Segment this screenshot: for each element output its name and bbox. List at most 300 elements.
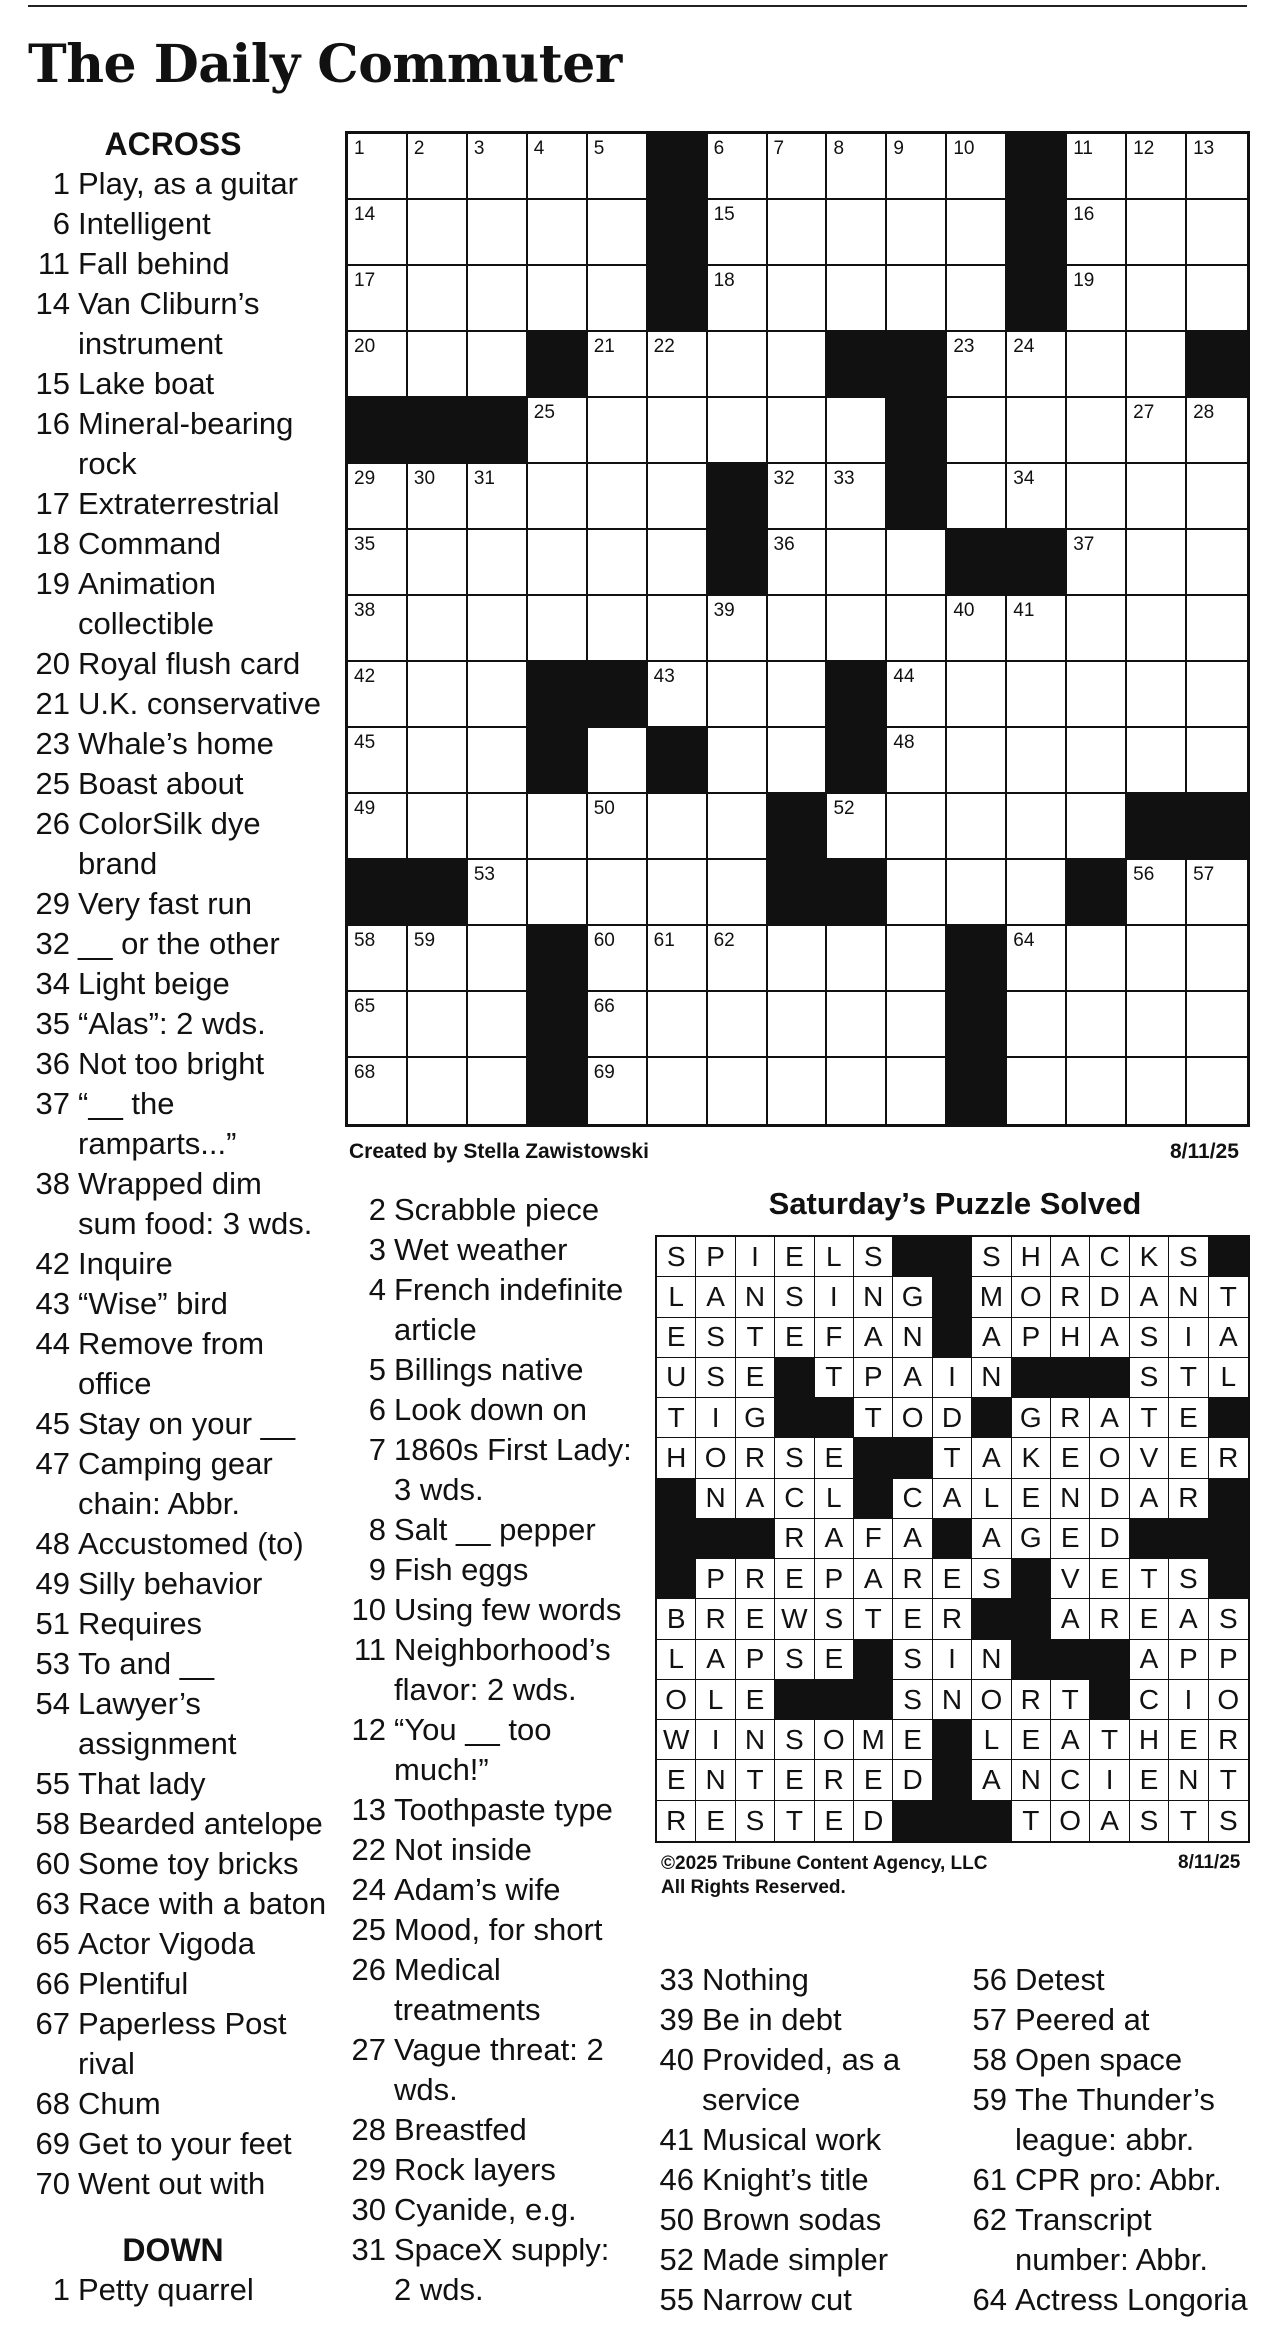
grid-cell[interactable]	[1127, 464, 1187, 530]
grid-cell[interactable]	[1067, 596, 1127, 662]
grid-cell[interactable]	[408, 332, 468, 398]
solved-black-square	[815, 1680, 854, 1720]
solved-cell: L	[657, 1640, 696, 1680]
grid-cell[interactable]	[468, 662, 528, 728]
grid-cell[interactable]	[887, 200, 947, 266]
grid-cell[interactable]	[528, 398, 588, 464]
grid-cell[interactable]	[1067, 200, 1127, 266]
grid-cell[interactable]	[827, 398, 887, 464]
grid-cell[interactable]	[588, 398, 648, 464]
clue-text: Extraterrestrial	[78, 486, 280, 521]
solved-cell: E	[657, 1318, 696, 1358]
grid-cell[interactable]	[708, 596, 768, 662]
grid-cell[interactable]	[1187, 596, 1247, 662]
clue-down_col2-9	[350, 1550, 640, 1590]
grid-cell[interactable]	[887, 662, 947, 728]
grid-cell[interactable]	[1187, 860, 1247, 926]
grid-cell[interactable]	[588, 134, 648, 200]
grid-cell[interactable]	[648, 860, 708, 926]
grid-cell[interactable]	[887, 596, 947, 662]
grid-cell[interactable]	[408, 596, 468, 662]
grid-cell[interactable]	[1007, 860, 1067, 926]
grid-cell[interactable]	[768, 596, 828, 662]
grid-cell[interactable]	[528, 596, 588, 662]
clue-number	[350, 2270, 394, 2310]
down-clues-col1	[28, 2230, 328, 2310]
grid-cell[interactable]	[947, 464, 1007, 530]
black-square	[827, 332, 887, 398]
grid-cell[interactable]	[648, 530, 708, 596]
grid-cell[interactable]	[468, 332, 528, 398]
grid-cell[interactable]	[588, 332, 648, 398]
solved-black-square	[933, 1760, 972, 1800]
grid-cell[interactable]	[1187, 398, 1247, 464]
solved-cell: I	[933, 1358, 972, 1398]
grid-cell[interactable]	[348, 464, 408, 530]
grid-cell[interactable]	[1127, 860, 1187, 926]
grid-cell[interactable]	[1067, 1058, 1127, 1124]
clue-number: 23	[35, 726, 70, 761]
grid-cell[interactable]	[947, 662, 1007, 728]
grid-cell[interactable]	[768, 200, 828, 266]
grid-cell[interactable]	[588, 926, 648, 992]
solved-cell: R	[736, 1438, 775, 1478]
grid-cell[interactable]	[768, 662, 828, 728]
clue-across-25	[28, 764, 328, 804]
clue-text: rock	[78, 446, 137, 481]
grid-cell[interactable]	[468, 926, 528, 992]
grid-cell[interactable]	[708, 992, 768, 1058]
grid-cell[interactable]	[708, 662, 768, 728]
solved-black-square	[1209, 1479, 1248, 1519]
solved-black-square	[933, 1801, 972, 1841]
black-square	[588, 662, 648, 728]
grid-cell[interactable]	[648, 992, 708, 1058]
solved-cell: N	[933, 1680, 972, 1720]
grid-cell[interactable]	[887, 992, 947, 1058]
grid-cell[interactable]	[827, 794, 887, 860]
black-square	[887, 398, 947, 464]
grid-cell[interactable]	[887, 266, 947, 332]
grid-cell[interactable]	[1187, 926, 1247, 992]
grid-cell[interactable]	[768, 398, 828, 464]
grid-cell[interactable]	[1067, 398, 1127, 464]
solved-cell: L	[815, 1479, 854, 1519]
black-square	[887, 464, 947, 530]
grid-cell[interactable]	[1127, 1058, 1187, 1124]
grid-cell[interactable]	[708, 926, 768, 992]
solved-cell: S	[696, 1358, 735, 1398]
solved-cell: A	[972, 1318, 1011, 1358]
grid-cell[interactable]	[1007, 464, 1067, 530]
grid-cell[interactable]	[348, 662, 408, 728]
grid-cell[interactable]	[768, 992, 828, 1058]
grid-cell[interactable]	[528, 200, 588, 266]
cell-number: 9	[893, 138, 904, 159]
grid-cell[interactable]	[528, 266, 588, 332]
grid-cell[interactable]	[588, 266, 648, 332]
solved-cell: F	[854, 1519, 893, 1559]
grid-cell[interactable]	[648, 332, 708, 398]
cell-number: 38	[354, 600, 376, 621]
grid-cell[interactable]	[468, 1058, 528, 1124]
solved-black-square	[854, 1640, 893, 1680]
grid-cell[interactable]	[468, 596, 528, 662]
grid-cell[interactable]	[588, 992, 648, 1058]
grid-cell[interactable]	[1007, 926, 1067, 992]
grid-cell[interactable]	[768, 926, 828, 992]
clue-down_col4-61	[965, 2160, 1255, 2200]
grid-cell[interactable]	[947, 860, 1007, 926]
solved-cell: S	[736, 1801, 775, 1841]
solved-cell: E	[736, 1680, 775, 1720]
grid-cell[interactable]	[588, 464, 648, 530]
clue-text: Play, as a guitar	[78, 166, 298, 201]
clue-across-6	[28, 204, 328, 244]
grid-cell[interactable]	[708, 332, 768, 398]
clue-text: Petty quarrel	[78, 2272, 254, 2307]
grid-cell[interactable]	[1067, 992, 1127, 1058]
grid-cell[interactable]	[348, 728, 408, 794]
grid-cell[interactable]	[1067, 464, 1127, 530]
solved-black-square	[933, 1237, 972, 1277]
grid-cell[interactable]	[348, 794, 408, 860]
clue-number: 67	[35, 2006, 70, 2041]
grid-cell[interactable]	[588, 530, 648, 596]
solved-cell: D	[854, 1801, 893, 1841]
grid-cell[interactable]	[887, 860, 947, 926]
solved-date: 8/11/25	[1178, 1852, 1241, 1873]
clue-text: Race with a baton	[78, 1886, 327, 1921]
cell-number: 12	[1133, 138, 1155, 159]
grid-cell[interactable]	[708, 1058, 768, 1124]
grid-cell[interactable]	[1127, 728, 1187, 794]
clue-number	[28, 604, 78, 644]
grid-cell[interactable]	[827, 200, 887, 266]
solved-cell: T	[1169, 1801, 1208, 1841]
clue-down_col3-33	[652, 1960, 952, 2000]
solved-cell: E	[893, 1720, 932, 1760]
grid-cell[interactable]	[1187, 662, 1247, 728]
grid-cell[interactable]	[1127, 266, 1187, 332]
grid-cell[interactable]	[947, 596, 1007, 662]
grid-cell[interactable]	[1067, 134, 1127, 200]
grid-cell[interactable]	[1067, 728, 1127, 794]
grid-cell[interactable]	[768, 530, 828, 596]
grid-cell[interactable]	[468, 464, 528, 530]
grid-cell[interactable]	[408, 992, 468, 1058]
grid-cell[interactable]	[768, 1058, 828, 1124]
grid-cell[interactable]	[408, 662, 468, 728]
solved-cell: P	[815, 1559, 854, 1599]
solved-cell: G	[893, 1277, 932, 1317]
grid-cell[interactable]	[1127, 662, 1187, 728]
clue-number: 41	[659, 2122, 694, 2157]
grid-cell[interactable]	[648, 596, 708, 662]
solved-cell: N	[696, 1479, 735, 1519]
grid-cell[interactable]	[1067, 926, 1127, 992]
grid-cell[interactable]	[768, 728, 828, 794]
clue-text: flavor: 2 wds.	[394, 1672, 577, 1707]
grid-cell[interactable]	[708, 200, 768, 266]
clue-across-20	[28, 644, 328, 684]
grid-cell[interactable]	[648, 794, 708, 860]
grid-cell[interactable]	[648, 1058, 708, 1124]
grid-cell[interactable]	[468, 200, 528, 266]
solved-cell: E	[815, 1640, 854, 1680]
grid-cell[interactable]	[528, 464, 588, 530]
grid-cell[interactable]	[528, 860, 588, 926]
solved-cell: R	[893, 1559, 932, 1599]
grid-cell[interactable]	[468, 794, 528, 860]
grid-cell[interactable]	[947, 728, 1007, 794]
solved-black-square	[1051, 1640, 1090, 1680]
grid-cell[interactable]	[348, 332, 408, 398]
grid-cell[interactable]	[588, 596, 648, 662]
grid-cell[interactable]	[708, 266, 768, 332]
grid-cell[interactable]	[588, 1058, 648, 1124]
clue-down_col4-62-cont	[965, 2240, 1255, 2280]
grid-cell[interactable]	[648, 464, 708, 530]
clue-across-19-cont	[28, 604, 328, 644]
clue-number	[965, 2240, 1015, 2280]
clue-text: Lake boat	[78, 366, 215, 401]
grid-cell[interactable]	[827, 926, 887, 992]
grid-cell[interactable]	[708, 398, 768, 464]
grid-cell[interactable]	[1127, 332, 1187, 398]
grid-cell[interactable]	[827, 266, 887, 332]
clue-text: Neighborhood’s	[394, 1632, 611, 1667]
grid-cell[interactable]	[1007, 332, 1067, 398]
clue-text: Actress Longoria	[1015, 2282, 1248, 2317]
grid-cell[interactable]	[768, 464, 828, 530]
grid-cell[interactable]	[408, 530, 468, 596]
grid-cell[interactable]	[648, 926, 708, 992]
grid-cell[interactable]	[468, 530, 528, 596]
solved-cell: H	[1012, 1237, 1051, 1277]
grid-cell[interactable]	[1067, 794, 1127, 860]
grid-cell[interactable]	[947, 794, 1007, 860]
solved-cell: P	[1169, 1640, 1208, 1680]
black-square	[708, 530, 768, 596]
grid-cell[interactable]	[768, 134, 828, 200]
grid-cell[interactable]	[708, 134, 768, 200]
grid-cell[interactable]	[1007, 728, 1067, 794]
grid-cell[interactable]	[1127, 926, 1187, 992]
across-heading: ACROSS	[104, 126, 242, 162]
grid-cell[interactable]	[1127, 596, 1187, 662]
grid-cell[interactable]	[1187, 134, 1247, 200]
solved-cell: E	[1169, 1720, 1208, 1760]
grid-cell[interactable]	[1127, 992, 1187, 1058]
grid-cell[interactable]	[468, 860, 528, 926]
grid-cell[interactable]	[887, 134, 947, 200]
grid-cell[interactable]	[408, 728, 468, 794]
grid-cell[interactable]	[768, 332, 828, 398]
clue-text: Remove from	[78, 1326, 265, 1361]
grid-cell[interactable]	[827, 1058, 887, 1124]
grid-cell[interactable]	[768, 266, 828, 332]
solved-cell: T	[1209, 1760, 1248, 1800]
black-square	[648, 200, 708, 266]
grid-cell[interactable]	[1007, 398, 1067, 464]
clue-text: SpaceX supply:	[394, 2232, 610, 2267]
grid-cell[interactable]	[588, 728, 648, 794]
grid-cell[interactable]	[408, 926, 468, 992]
clue-down_col2-26-cont	[350, 1990, 640, 2030]
grid-cell[interactable]	[1187, 1058, 1247, 1124]
grid-cell[interactable]	[827, 530, 887, 596]
grid-cell[interactable]	[708, 728, 768, 794]
grid-cell[interactable]	[528, 134, 588, 200]
grid-cell[interactable]	[1007, 794, 1067, 860]
grid-cell[interactable]	[1187, 266, 1247, 332]
grid-cell[interactable]	[1067, 662, 1127, 728]
solved-cell: R	[1169, 1479, 1208, 1519]
clue-text: Whale’s home	[78, 726, 274, 761]
clue-number: 46	[659, 2162, 694, 2197]
grid-cell[interactable]	[348, 1058, 408, 1124]
grid-cell[interactable]	[648, 662, 708, 728]
grid-cell[interactable]	[588, 794, 648, 860]
grid-cell[interactable]	[1007, 596, 1067, 662]
solved-cell: N	[736, 1277, 775, 1317]
solved-cell: N	[1012, 1760, 1051, 1800]
grid-cell[interactable]	[348, 134, 408, 200]
solved-cell: S	[657, 1237, 696, 1277]
black-square	[887, 332, 947, 398]
grid-cell[interactable]	[1127, 134, 1187, 200]
grid-cell[interactable]	[348, 266, 408, 332]
solved-cell: A	[1090, 1318, 1129, 1358]
grid-cell[interactable]	[648, 398, 708, 464]
clue-text: Fall behind	[78, 246, 230, 281]
clue-across-47-cont	[28, 1484, 328, 1524]
clue-text: collectible	[78, 606, 215, 641]
grid-cell[interactable]	[827, 464, 887, 530]
grid-cell[interactable]	[1187, 992, 1247, 1058]
grid-cell[interactable]	[1127, 530, 1187, 596]
solved-cell: D	[1090, 1519, 1129, 1559]
black-square	[768, 860, 828, 926]
grid-cell[interactable]	[408, 464, 468, 530]
grid-cell[interactable]	[528, 794, 588, 860]
grid-cell[interactable]	[408, 134, 468, 200]
clue-number: 1	[52, 2272, 70, 2307]
solved-black-square	[893, 1237, 932, 1277]
grid-cell[interactable]	[408, 1058, 468, 1124]
grid-cell[interactable]	[887, 530, 947, 596]
clue-number: 53	[35, 1646, 70, 1681]
grid-cell[interactable]	[1067, 530, 1127, 596]
black-square	[1067, 860, 1127, 926]
clue-number: 26	[351, 1952, 386, 1987]
grid-cell[interactable]	[588, 860, 648, 926]
grid-cell[interactable]	[947, 266, 1007, 332]
clue-down_col3-55	[652, 2280, 952, 2320]
clue-down_col2-4-cont	[350, 1310, 640, 1350]
grid-cell[interactable]	[408, 200, 468, 266]
clue-text: Billings native	[394, 1352, 584, 1387]
grid-cell[interactable]	[827, 596, 887, 662]
clue-number: 45	[35, 1406, 70, 1441]
grid-cell[interactable]	[1007, 992, 1067, 1058]
grid-cell[interactable]	[708, 860, 768, 926]
clue-across-47	[28, 1444, 328, 1484]
grid-cell[interactable]	[827, 134, 887, 200]
grid-cell[interactable]	[468, 728, 528, 794]
clue-across-34	[28, 964, 328, 1004]
solved-cell: O	[893, 1398, 932, 1438]
solved-cell: A	[1090, 1398, 1129, 1438]
grid-cell[interactable]	[947, 332, 1007, 398]
grid-cell[interactable]	[588, 200, 648, 266]
clue-text: Knight’s title	[702, 2162, 869, 2197]
grid-cell[interactable]	[947, 398, 1007, 464]
grid-cell[interactable]	[468, 134, 528, 200]
clue-number: 28	[351, 2112, 386, 2147]
grid-cell[interactable]	[1067, 266, 1127, 332]
grid-cell[interactable]	[1187, 728, 1247, 794]
solved-cell: I	[1169, 1318, 1208, 1358]
grid-cell[interactable]	[348, 992, 408, 1058]
grid-cell[interactable]	[1127, 200, 1187, 266]
clue-down_col2-26	[350, 1950, 640, 1990]
clue-text: 1860s First Lady:	[394, 1432, 632, 1467]
grid-cell[interactable]	[1187, 530, 1247, 596]
clue-number: 19	[35, 566, 70, 601]
grid-cell[interactable]	[827, 992, 887, 1058]
grid-cell[interactable]	[1067, 332, 1127, 398]
solved-black-square	[1209, 1519, 1248, 1559]
clue-down_col3-40-cont	[652, 2080, 952, 2120]
grid-cell[interactable]	[348, 926, 408, 992]
clue-text: Went out with	[78, 2166, 266, 2201]
grid-cell[interactable]	[1007, 662, 1067, 728]
grid-cell[interactable]	[708, 794, 768, 860]
grid-cell[interactable]	[887, 926, 947, 992]
grid-cell[interactable]	[528, 530, 588, 596]
grid-cell[interactable]	[1187, 200, 1247, 266]
grid-cell[interactable]	[348, 200, 408, 266]
clue-down_col2-22	[350, 1830, 640, 1870]
clue-across-67-cont	[28, 2044, 328, 2084]
grid-cell[interactable]	[887, 728, 947, 794]
grid-cell[interactable]	[408, 794, 468, 860]
grid-cell[interactable]	[947, 134, 1007, 200]
clue-text: Inquire	[78, 1246, 173, 1281]
grid-cell[interactable]	[887, 1058, 947, 1124]
cell-number: 16	[1073, 204, 1095, 225]
clue-down_col3-39	[652, 2000, 952, 2040]
grid-cell[interactable]	[348, 530, 408, 596]
grid-cell[interactable]	[1007, 1058, 1067, 1124]
grid-cell[interactable]	[1187, 464, 1247, 530]
grid-cell[interactable]	[1127, 398, 1187, 464]
grid-cell[interactable]	[348, 596, 408, 662]
grid-cell[interactable]	[408, 266, 468, 332]
black-square	[408, 398, 468, 464]
clue-across-35	[28, 1004, 328, 1044]
black-square	[827, 728, 887, 794]
grid-cell[interactable]	[468, 992, 528, 1058]
grid-cell[interactable]	[468, 266, 528, 332]
clue-down_col2-7	[350, 1430, 640, 1470]
solved-cell: P	[854, 1358, 893, 1398]
grid-cell[interactable]	[947, 200, 1007, 266]
down-clues-col4	[965, 1960, 1255, 2320]
grid-cell[interactable]	[887, 794, 947, 860]
